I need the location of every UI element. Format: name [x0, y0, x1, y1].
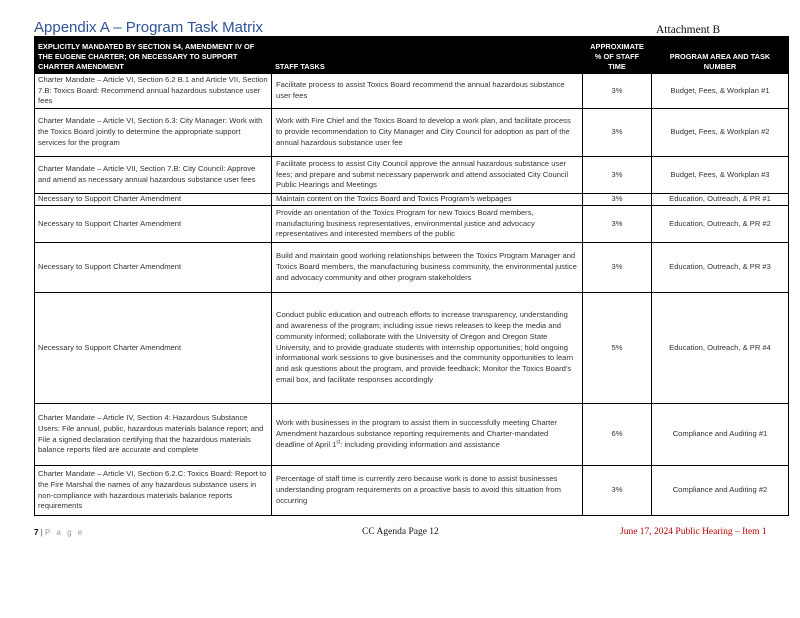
agenda-page-label: CC Agenda Page 12 — [362, 527, 439, 537]
percent-cell: 3% — [583, 157, 652, 194]
percent-cell: 3% — [583, 466, 652, 516]
task-cell: Work with Fire Chief and the Toxics Board to develop a work plan, and facilitate process to provide recommendation to City Manager and City Council for adoption as part of the annual hazardous substance user fee — [272, 109, 583, 157]
hearing-label: June 17, 2024 Public Hearing – Item 1 — [620, 527, 767, 537]
table-row — [35, 74, 789, 109]
percent-cell: 3% — [583, 206, 652, 243]
task-cell: Percentage of staff time is currently zero because work is done to assist businesses understanding program requirements on a proactive basis to avoid this situation from occurring — [272, 466, 583, 516]
task-cell — [272, 404, 583, 466]
table-row — [35, 243, 789, 293]
ordinal-suffix: st — [336, 439, 341, 446]
task-text-continued: : including providing information and assistance — [340, 439, 500, 449]
attachment-label: Attachment B — [656, 24, 721, 36]
program-area-cell: Education, Outreach, & PR #1 — [652, 194, 789, 206]
mandate-cell: Charter Mandate – Article VII, Section 7.B: City Council: Approve and amend as necessary annual hazardous substance user fees — [35, 157, 272, 194]
mandate-cell: Charter Mandate – Article VI, Section 6.3: City Manager: Work with the Toxics Board jointly to determine the appropriate support services for the program — [35, 109, 272, 157]
mandate-cell: Charter Mandate – Article VI, Section 6.2 B.1 and Article VII, Section 7.B: Toxics Board: Recommend annual hazardous substance user fees — [35, 74, 272, 109]
task-cell: Provide an orientation of the Toxics Program for new Toxics Board members, manufacturing business representatives, environmental justice and advocacy representatives and interested members of the public — [272, 206, 583, 243]
column-header-percent: APPROXIMATE % OF STAFF TIME — [583, 37, 652, 74]
program-area-cell: Compliance and Auditing #1 — [652, 404, 789, 466]
column-header-program-area: PROGRAM AREA AND TASK NUMBER — [652, 37, 789, 74]
program-area-cell: Budget, Fees, & Workplan #2 — [652, 109, 789, 157]
task-cell: Conduct public education and outreach efforts to increase transparency, understanding and awareness of the program; including issue news releases to keep the media and community informed; collaborate with the University of Oregon and Oregon State University, and to provide graduate students with internship opportunities; hold ongoing informational work sessions to give businesses and the community opportunities to learn and ask questions about the program, and provide feedback; Monitor the Toxics Board’s email box, and facilitate responses accordingly — [272, 293, 583, 404]
task-cell: Maintain content on the Toxics Board and Toxics Program’s webpages — [272, 194, 583, 206]
percent-cell: 5% — [583, 293, 652, 404]
table-row — [35, 293, 789, 404]
column-header-staff-tasks: STAFF TASKS — [272, 37, 583, 74]
program-area-cell: Education, Outreach, & PR #4 — [652, 293, 789, 404]
table-row — [35, 404, 789, 466]
percent-cell: 3% — [583, 243, 652, 293]
page-label: P a g e — [44, 528, 85, 537]
task-cell: Facilitate process to assist City Council approve the annual hazardous substance user fees; and prepare and submit necessary paperwork and attend associated City Council Public Hearings and Meetings — [272, 157, 583, 194]
table-header-row — [35, 37, 789, 74]
table-row — [35, 466, 789, 516]
table-row — [35, 194, 789, 206]
table-row — [35, 157, 789, 194]
task-cell: Build and maintain good working relationships between the Toxics Program Manager and Toxics Board members, the manufacturing business community, the environmental justice and advocacy community and other program stakeholders — [272, 243, 583, 293]
task-text: Work with businesses in the program to assist them in successfully meeting Charter Amendment hazardous substance reporting requirements and Charter-mandated deadline of April 1 — [276, 418, 557, 449]
task-matrix-table — [34, 36, 789, 516]
percent-cell: 3% — [583, 194, 652, 206]
table-row — [35, 109, 789, 157]
mandate-cell: Necessary to Support Charter Amendment — [35, 293, 272, 404]
mandate-cell: Charter Mandate – Article IV, Section 4: Hazardous Substance Users: File annual, public, hazardous materials balance report; and File a signed declaration certifying that the hazardous materials balance reports filed are accurate and complete — [35, 404, 272, 466]
mandate-cell: Necessary to Support Charter Amendment — [35, 243, 272, 293]
column-header-mandate: EXPLICITLY MANDATED BY SECTION 54, AMENDMENT IV OF THE EUGENE CHARTER; OR NECESSARY TO SUPPORT CHARTER AMENDMENT — [35, 37, 272, 74]
percent-cell: 6% — [583, 404, 652, 466]
program-area-cell: Budget, Fees, & Workplan #3 — [652, 157, 789, 194]
mandate-cell: Necessary to Support Charter Amendment — [35, 194, 272, 206]
percent-cell: 3% — [583, 109, 652, 157]
percent-cell: 3% — [583, 74, 652, 109]
page-number: 7 | P a g e — [34, 528, 85, 537]
program-area-cell: Compliance and Auditing #2 — [652, 466, 789, 516]
mandate-cell: Charter Mandate – Article VI, Section 6.2.C: Toxics Board: Report to the Fire Marshal the names of any hazardous substance users in non-compliance with hazardous materials balance reports requirements — [35, 466, 272, 516]
page-title: Appendix A – Program Task Matrix — [34, 19, 263, 36]
table-row — [35, 206, 789, 243]
program-area-cell: Education, Outreach, & PR #2 — [652, 206, 789, 243]
program-area-cell: Budget, Fees, & Workplan #1 — [652, 74, 789, 109]
task-cell: Facilitate process to assist Toxics Board recommend the annual hazardous substance user fees — [272, 74, 583, 109]
page-number-value: 7 — [34, 528, 39, 537]
program-area-cell: Education, Outreach, & PR #3 — [652, 243, 789, 293]
mandate-cell: Necessary to Support Charter Amendment — [35, 206, 272, 243]
